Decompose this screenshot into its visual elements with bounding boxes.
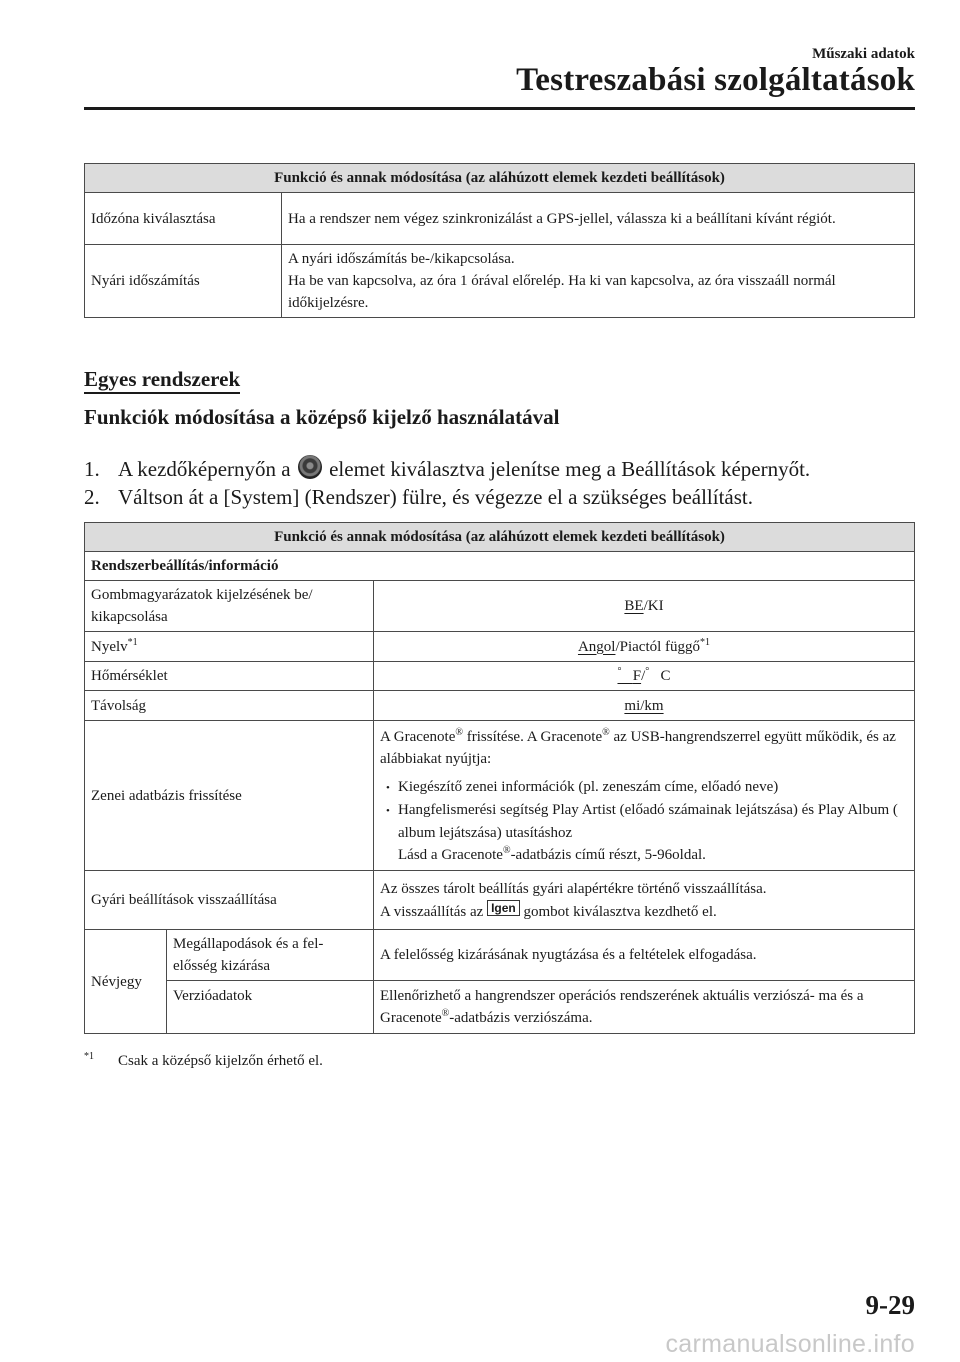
language-value [374, 632, 915, 662]
page-number: 9-29 [865, 1290, 915, 1320]
footnote-mark: *1 [84, 1051, 94, 1062]
table-row [85, 193, 915, 245]
celsius-text: C [660, 668, 671, 684]
about-label: Névjegy [85, 930, 167, 1034]
timezone-desc: Ha a rendszer nem végez szinkronizálást a GPS-jellel, válassza ki a beállítani kívánt régiót. [282, 193, 915, 245]
table-row [85, 662, 915, 691]
music-db-label: Zenei adatbázis frissítése [85, 721, 374, 871]
registered-mark: ® [455, 726, 463, 738]
subsection-heading: Funkciók módosítása a középső kijelző használatával [84, 405, 560, 429]
default-value: Angol [577, 638, 616, 655]
list-item: • Kiegészítő zenei információk (pl. zeneszám címe, előadó neve) [380, 776, 908, 799]
timezone-settings-table [84, 163, 915, 318]
table-header: Funkció és annak módosítása (az aláhúzott elemek kezdeti beállítások) [85, 523, 915, 552]
step-1-text-b: elemet kiválasztva jelenítse meg a Beállítások képernyőt. [329, 457, 811, 481]
default-value [617, 668, 641, 684]
table-row [85, 691, 915, 721]
degree-sign: ° [617, 666, 622, 677]
settings-gear-icon [298, 455, 322, 479]
registered-mark: ® [602, 726, 610, 738]
dst-desc-line1: A nyári időszámítás be-/kikapcsolása. [288, 251, 515, 267]
version-desc: Ellenőrizhető a hangrendszer operációs rendszerének aktuális verziószá- ma és a Gracenote®-adatbázis verziószáma. [374, 981, 915, 1034]
registered-mark: ® [502, 844, 511, 856]
igen-button-icon: Igen [487, 900, 520, 916]
table-row [85, 981, 915, 1034]
music-db-intro: A Gracenote® frissítése. A Gracenote® az USB-hangrendszerrel együtt működik, és az alábbiakat nyújtja: [380, 726, 896, 767]
footnote-text: Csak a középső kijelzőn érhető el. [118, 1053, 323, 1069]
step-1 [84, 455, 810, 482]
version-label: Verzióadatok [167, 981, 374, 1034]
system-settings-table [84, 522, 915, 1034]
footnote-ref: *1 [127, 636, 138, 648]
other-value: /Piactól függő [615, 638, 701, 655]
agreements-label: Megállapodások és a fel- elősség kizárása [167, 930, 374, 981]
section-heading [84, 367, 240, 392]
temperature-label: Hőmérséklet [85, 662, 374, 691]
default-value: BE [624, 598, 644, 614]
timezone-label: Időzóna kiválasztása [85, 193, 282, 245]
button-hints-value [374, 581, 915, 632]
default-value: mi/km [624, 697, 664, 714]
dst-label: Nyári időszámítás [85, 245, 282, 318]
music-db-desc [374, 721, 915, 871]
registered-mark: ® [441, 1008, 450, 1019]
other-value: /KI [643, 598, 664, 614]
distance-label: Távolság [85, 691, 374, 721]
factory-reset-label: Gyári beállítások visszaállítása [85, 871, 374, 930]
dst-desc-line2: Ha be van kapcsolva, az óra 1 órával előrelép. Ha ki van kapcsolva, az óra visszaáll normál időkijelzésre. [288, 273, 836, 311]
table-row [85, 632, 915, 662]
step-number: 1. [84, 457, 100, 481]
section-heading-text: Egyes rendszerek [84, 367, 240, 394]
page-title: Testreszabási szolgáltatások [516, 62, 915, 98]
table-row [85, 581, 915, 632]
footnote [84, 1053, 323, 1070]
step-2 [84, 484, 753, 510]
temperature-value [374, 662, 915, 691]
fahrenheit-text: F [632, 668, 642, 684]
watermark: carmanualsonline.info [665, 1330, 915, 1358]
table-row [85, 721, 915, 871]
separator: / [641, 668, 646, 684]
factory-reset-line2: A visszaállítás az Igen gombot kiválasztva kezdhető el. [380, 900, 717, 920]
table-row [85, 245, 915, 318]
reference-text: Lásd a Gracenote®-adatbázis című részt, 5-96oldal. [398, 844, 706, 863]
header-divider [84, 107, 915, 110]
degree-sign: ° [645, 666, 650, 677]
step-1-text-a: A kezdőképernyőn a [118, 457, 291, 481]
factory-reset-line1: Az összes tárolt beállítás gyári alapértékre történő visszaállítása. [380, 880, 767, 897]
step-2-text: Váltson át a [System] (Rendszer) fülre, és végezze el a szükséges beállítást. [118, 485, 754, 509]
dst-desc [282, 245, 915, 318]
footnote-ref: *1 [700, 636, 711, 648]
list-item: • Hangfelismerési segítség Play Artist (előadó számainak lejátszása) és Play Album ( album lejátszása) utasításhoz [380, 799, 908, 844]
table-row [85, 930, 915, 981]
table-header: Funkció és annak módosítása (az aláhúzott elemek kezdeti beállítások) [85, 164, 915, 193]
distance-value [374, 691, 915, 721]
step-number: 2. [84, 485, 100, 509]
group-heading: Rendszerbeállítás/információ [85, 552, 915, 581]
table-row [85, 871, 915, 930]
language-label [85, 632, 374, 662]
factory-reset-desc [374, 871, 915, 930]
section-label: Műszaki adatok [812, 46, 915, 62]
button-hints-label: Gombmagyarázatok kijelzésének be/ kikapcsolása [85, 581, 374, 632]
agreements-desc: A felelősség kizárásának nyugtázása és a feltételek elfogadása. [374, 930, 915, 981]
language-label-text: Nyelv [91, 638, 128, 655]
